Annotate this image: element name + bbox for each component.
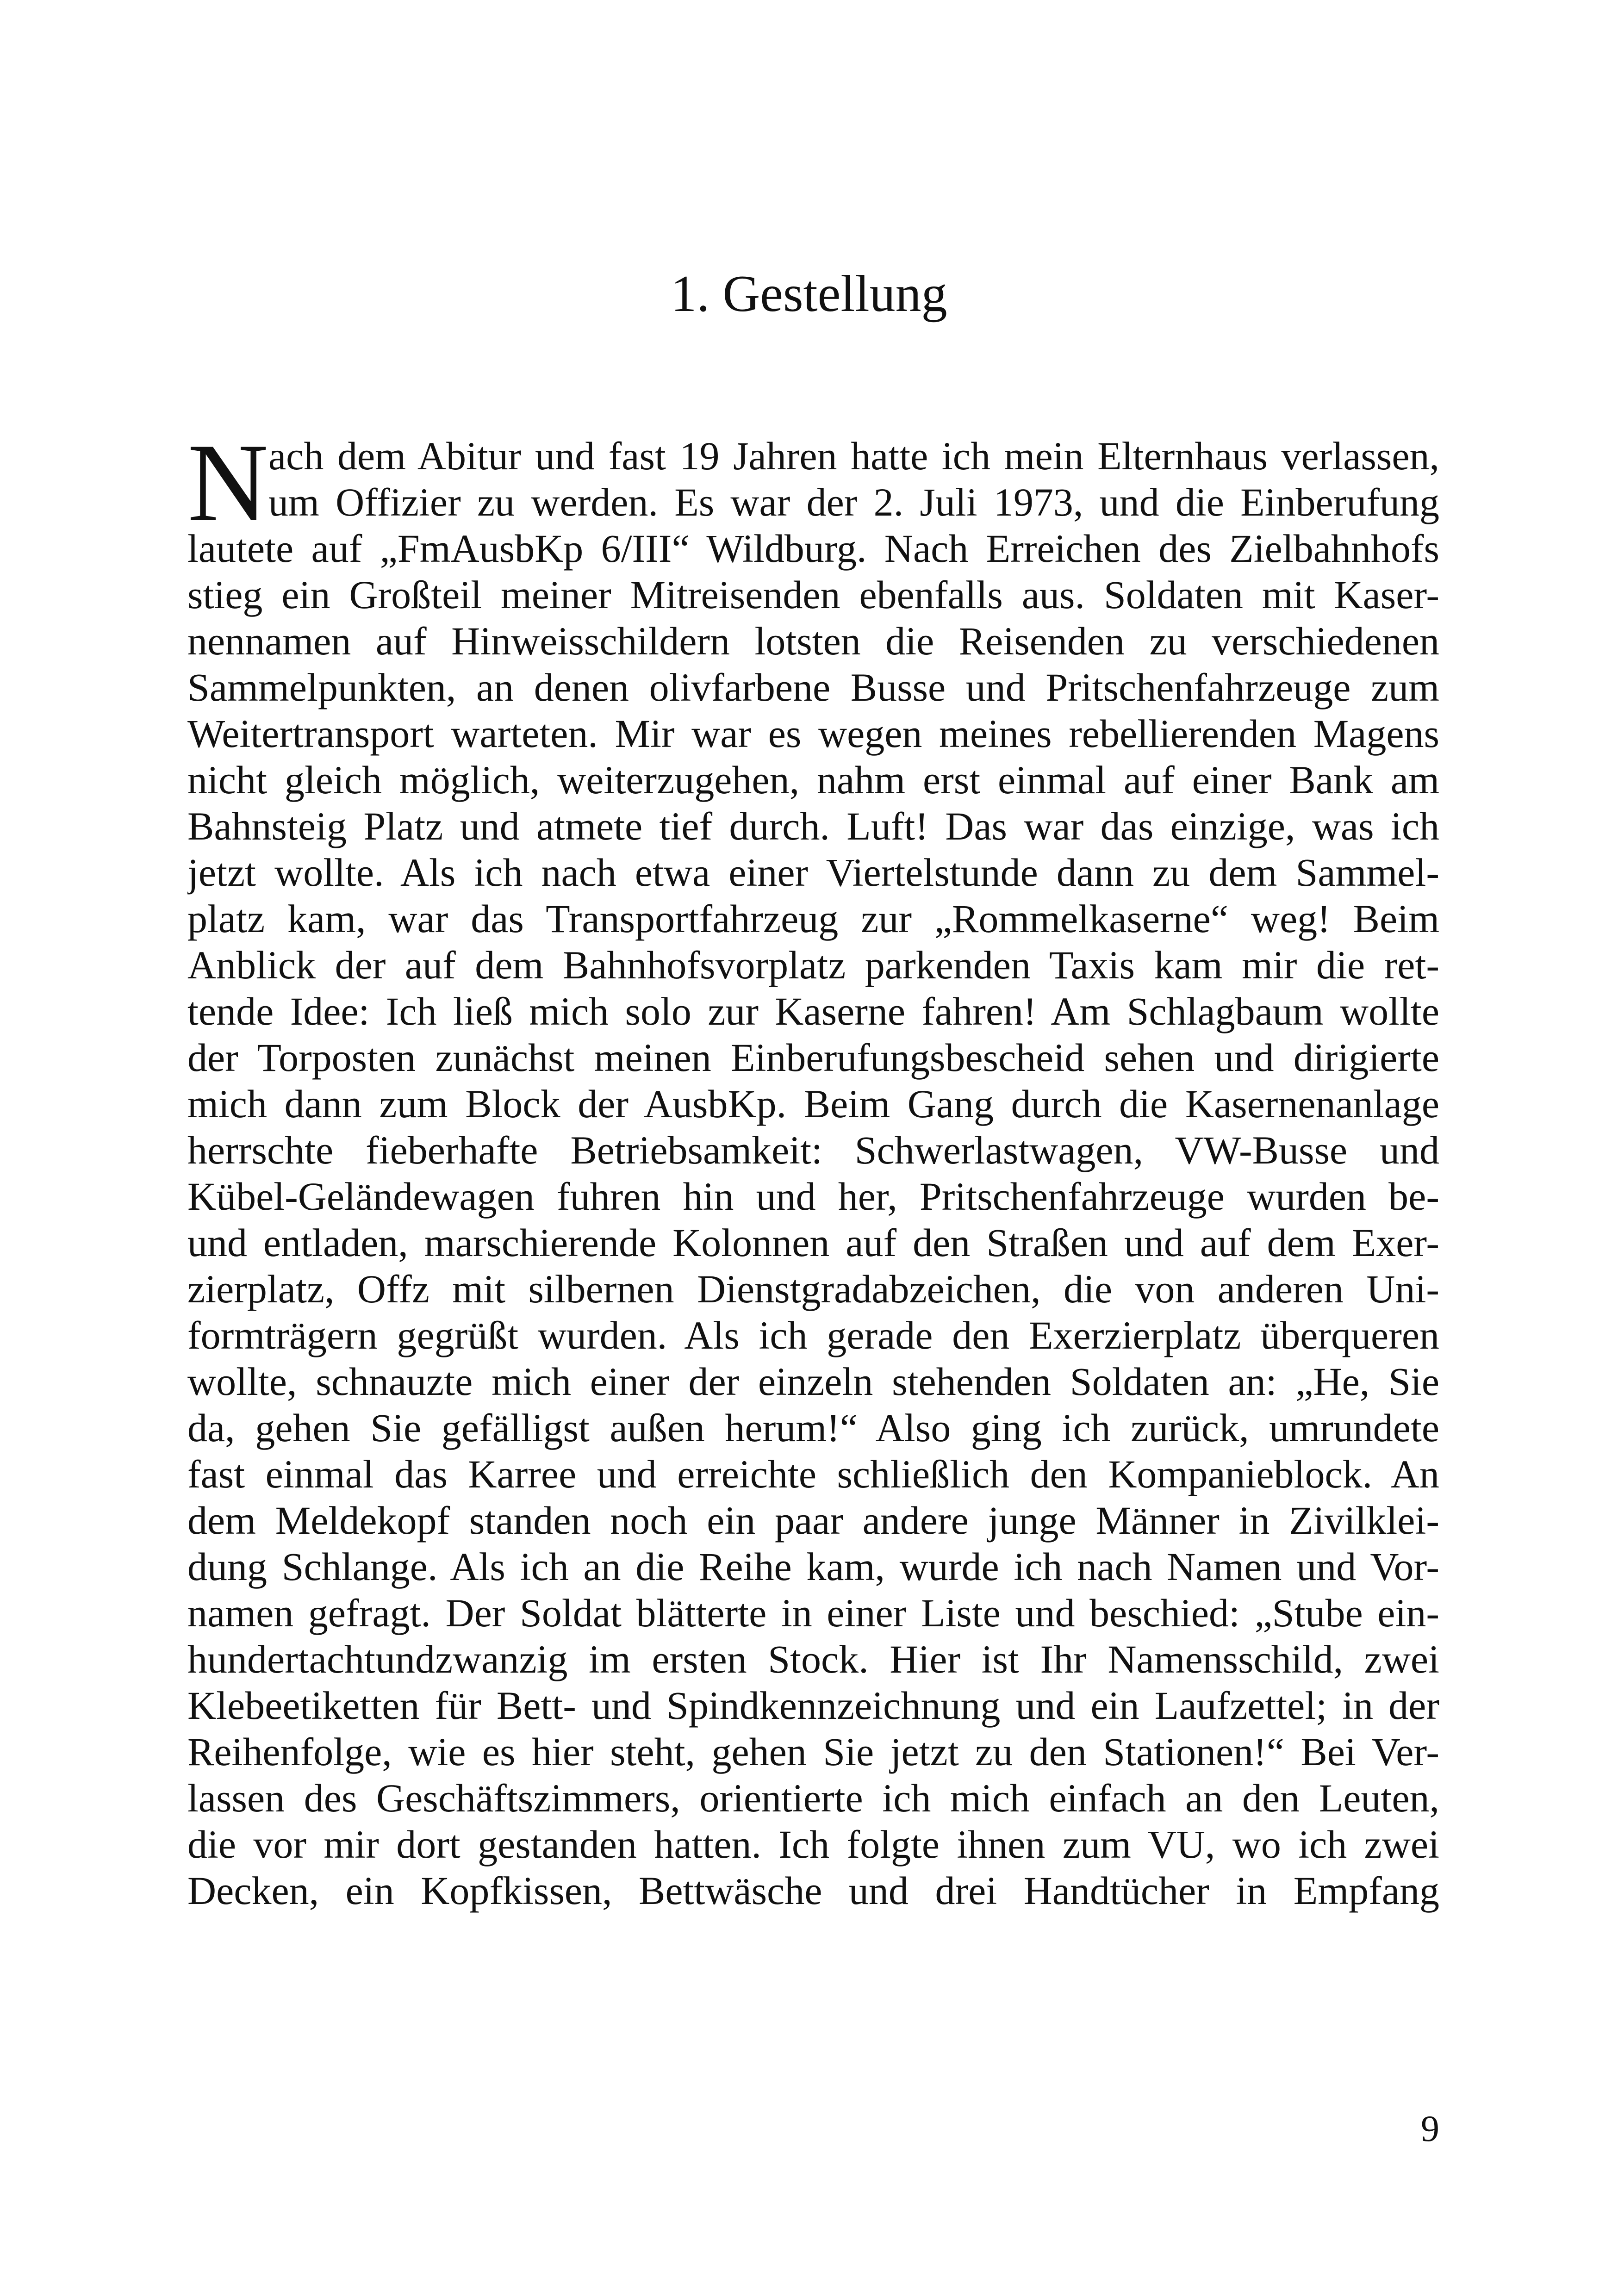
text-line: jetzt wollte. Als ich nach etwa einer Viertelstunde dann zu dem Sammel- [187, 850, 1439, 895]
text-line: fast einmal das Karree und erreichte schließlich den Kompanieblock. An [187, 1452, 1439, 1496]
text-line: lassen des Geschäftszimmers, orientierte ich mich einfach an den Leuten, [187, 1776, 1439, 1820]
text-line: und entladen, marschierende Kolonnen auf den Straßen und auf dem Exer- [187, 1220, 1439, 1265]
drop-cap-letter: N [187, 421, 268, 545]
text-line: dung Schlange. Als ich an die Reihe kam, wurde ich nach Namen und Vor- [187, 1544, 1439, 1589]
text-line: Reihenfolge, wie es hier steht, gehen Sie jetzt zu den Stationen!“ Bei Ver- [187, 1730, 1439, 1774]
text-line: stieg ein Großteil meiner Mitreisenden ebenfalls aus. Soldaten mit Kaser- [187, 572, 1439, 617]
text-line: herrschte fieberhafte Betriebsamkeit: Schwerlastwagen, VW-Busse und [187, 1128, 1439, 1172]
text-line: tende Idee: Ich ließ mich solo zur Kaserne fahren! Am Schlagbaum wollte [187, 989, 1439, 1033]
text-line: Klebeetiketten für Bett- und Spindkennzeichnung und ein Laufzettel; in der [187, 1683, 1439, 1728]
text-line: dem Meldekopf standen noch ein paar andere junge Männer in Zivilklei- [187, 1498, 1439, 1543]
text-line: Decken, ein Kopfkissen, Bettwäsche und drei Handtücher in Empfang [187, 1868, 1439, 1913]
text-line: ach dem Abitur und fast 19 Jahren hatte ich mein Elternhaus verlassen, [268, 434, 1439, 478]
text-line: da, gehen Sie gefälligst außen herum!“ Also ging ich zurück, umrundete [187, 1406, 1439, 1450]
text-line: nicht gleich möglich, weiterzugehen, nahm erst einmal auf einer Bank am [187, 758, 1439, 802]
text-line: zierplatz, Offz mit silbernen Dienstgradabzeichen, die von anderen Uni- [187, 1267, 1439, 1311]
text-line: Weitertransport warteten. Mir war es wegen meines rebellierenden Magens [187, 711, 1439, 756]
text-line: hundertachtundzwanzig im ersten Stock. Hier ist Ihr Namensschild, zwei [187, 1637, 1439, 1681]
text-line: nennamen auf Hinweisschildern lotsten die Reisenden zu verschiedenen [187, 619, 1439, 663]
text-line: lautete auf „FmAusbKp 6/III“ Wildburg. Nach Erreichen des Zielbahnhofs [187, 526, 1439, 571]
body-text [187, 421, 1439, 1914]
text-line: der Torposten zunächst meinen Einberufungsbescheid sehen und dirigierte [187, 1035, 1439, 1080]
text-line: namen gefragt. Der Soldat blätterte in einer Liste und beschied: „Stube ein- [187, 1591, 1439, 1635]
text-line: formträgern gegrüßt wurden. Als ich gerade den Exerzierplatz überqueren [187, 1313, 1439, 1357]
text-line: die vor mir dort gestanden hatten. Ich folgte ihnen zum VU, wo ich zwei [187, 1822, 1439, 1867]
text-line: Kübel-Geländewagen fuhren hin und her, Pritschenfahrzeuge wurden be- [187, 1174, 1439, 1219]
text-line: Bahnsteig Platz und atmete tief durch. Luft! Das war das einzige, was ich [187, 804, 1439, 848]
text-line: Sammelpunkten, an denen olivfarbene Busse und Pritschenfahrzeuge zum [187, 665, 1439, 709]
text-line: wollte, schnauzte mich einer der einzeln stehenden Soldaten an: „He, Sie [187, 1359, 1439, 1404]
chapter-title: 1. Gestellung [671, 265, 947, 323]
page-number: 9 [1421, 2109, 1439, 2149]
text-line: platz kam, war das Transportfahrzeug zur „Rommelkaserne“ weg! Beim [187, 896, 1439, 941]
text-line: Anblick der auf dem Bahnhofsvorplatz parkenden Taxis kam mir die ret- [187, 943, 1439, 987]
text-line: mich dann zum Block der AusbKp. Beim Gang durch die Kasernenanlage [187, 1082, 1439, 1126]
text-line: um Offizier zu werden. Es war der 2. Juli 1973, und die Einberufung [268, 480, 1439, 524]
